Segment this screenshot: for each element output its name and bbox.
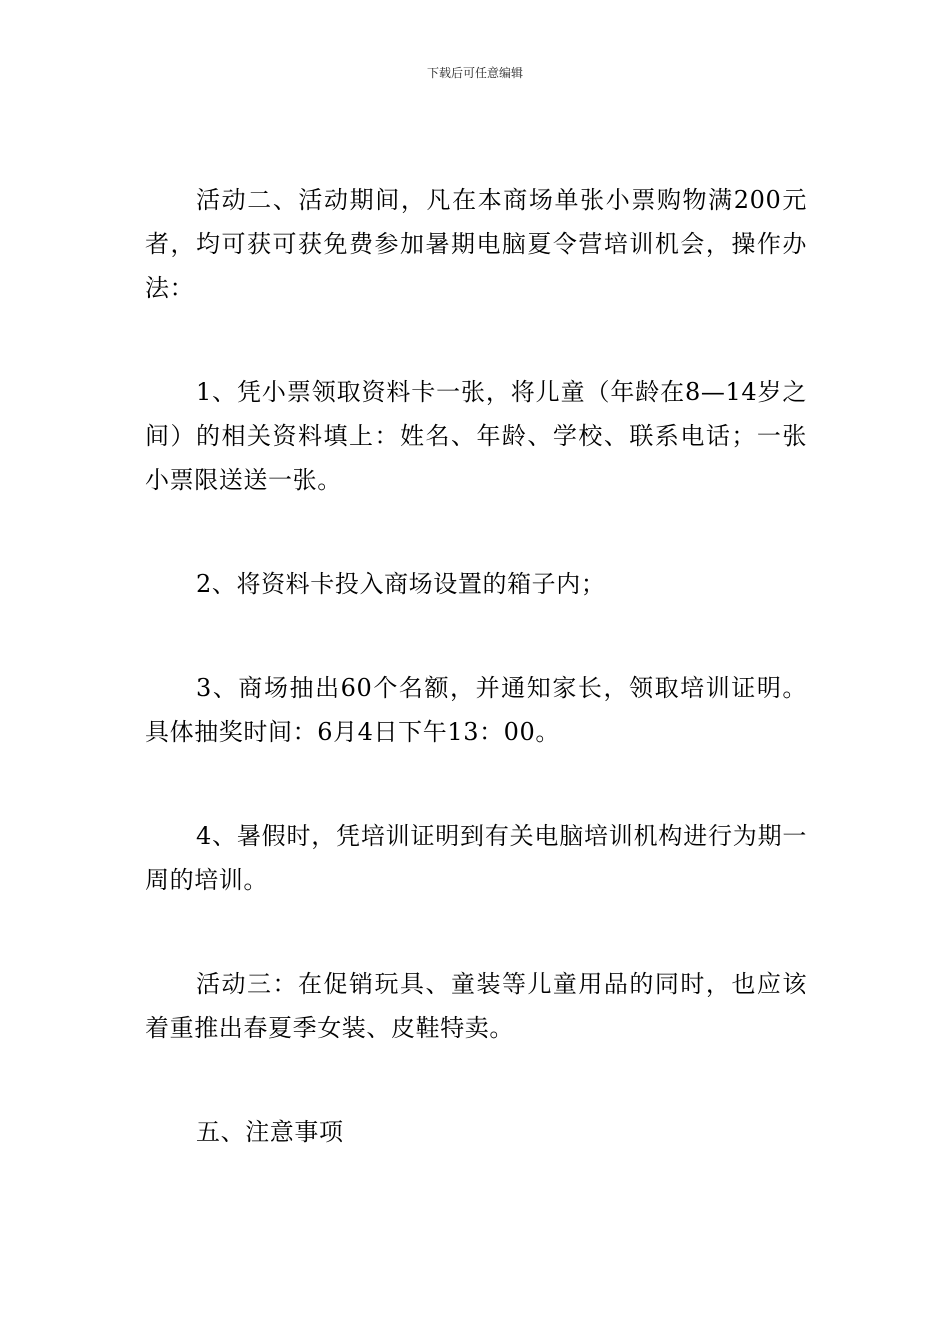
paragraph-gap [145,502,807,562]
paragraph-gap [145,310,807,370]
paragraph-activity-two: 活动二、活动期间，凡在本商场单张小票购物满200元者，均可获可获免费参加暑期电脑夏令营培训机会，操作办法： [145,186,807,302]
paragraph-step-1: 1、凭小票领取资料卡一张，将儿童（年龄在8—14岁之间）的相关资料填上：姓名、年龄、学校、联系电话；一张小票限送送一张。 [145,378,807,494]
paragraph-step-3: 3、商场抽出60个名额，并通知家长，领取培训证明。具体抽奖时间：6月4日下午13：00。 [145,674,807,746]
paragraph-activity-three: 活动三：在促销玩具、童装等儿童用品的同时，也应该着重推出春夏季女装、皮鞋特卖。 [145,970,807,1042]
paragraph-gap [145,606,807,666]
paragraph-gap [145,754,807,814]
paragraph-gap [145,1050,807,1110]
document-body [145,178,807,1154]
section-heading-notes: 五、注意事项 [196,1118,344,1146]
paragraph-step-2: 2、将资料卡投入商场设置的箱子内； [196,570,606,598]
paragraph-gap [145,902,807,962]
paragraph-step-4: 4、暑假时，凭培训证明到有关电脑培训机构进行为期一周的培训。 [145,822,807,894]
page-header: 下载后可任意编辑 [426,66,523,80]
